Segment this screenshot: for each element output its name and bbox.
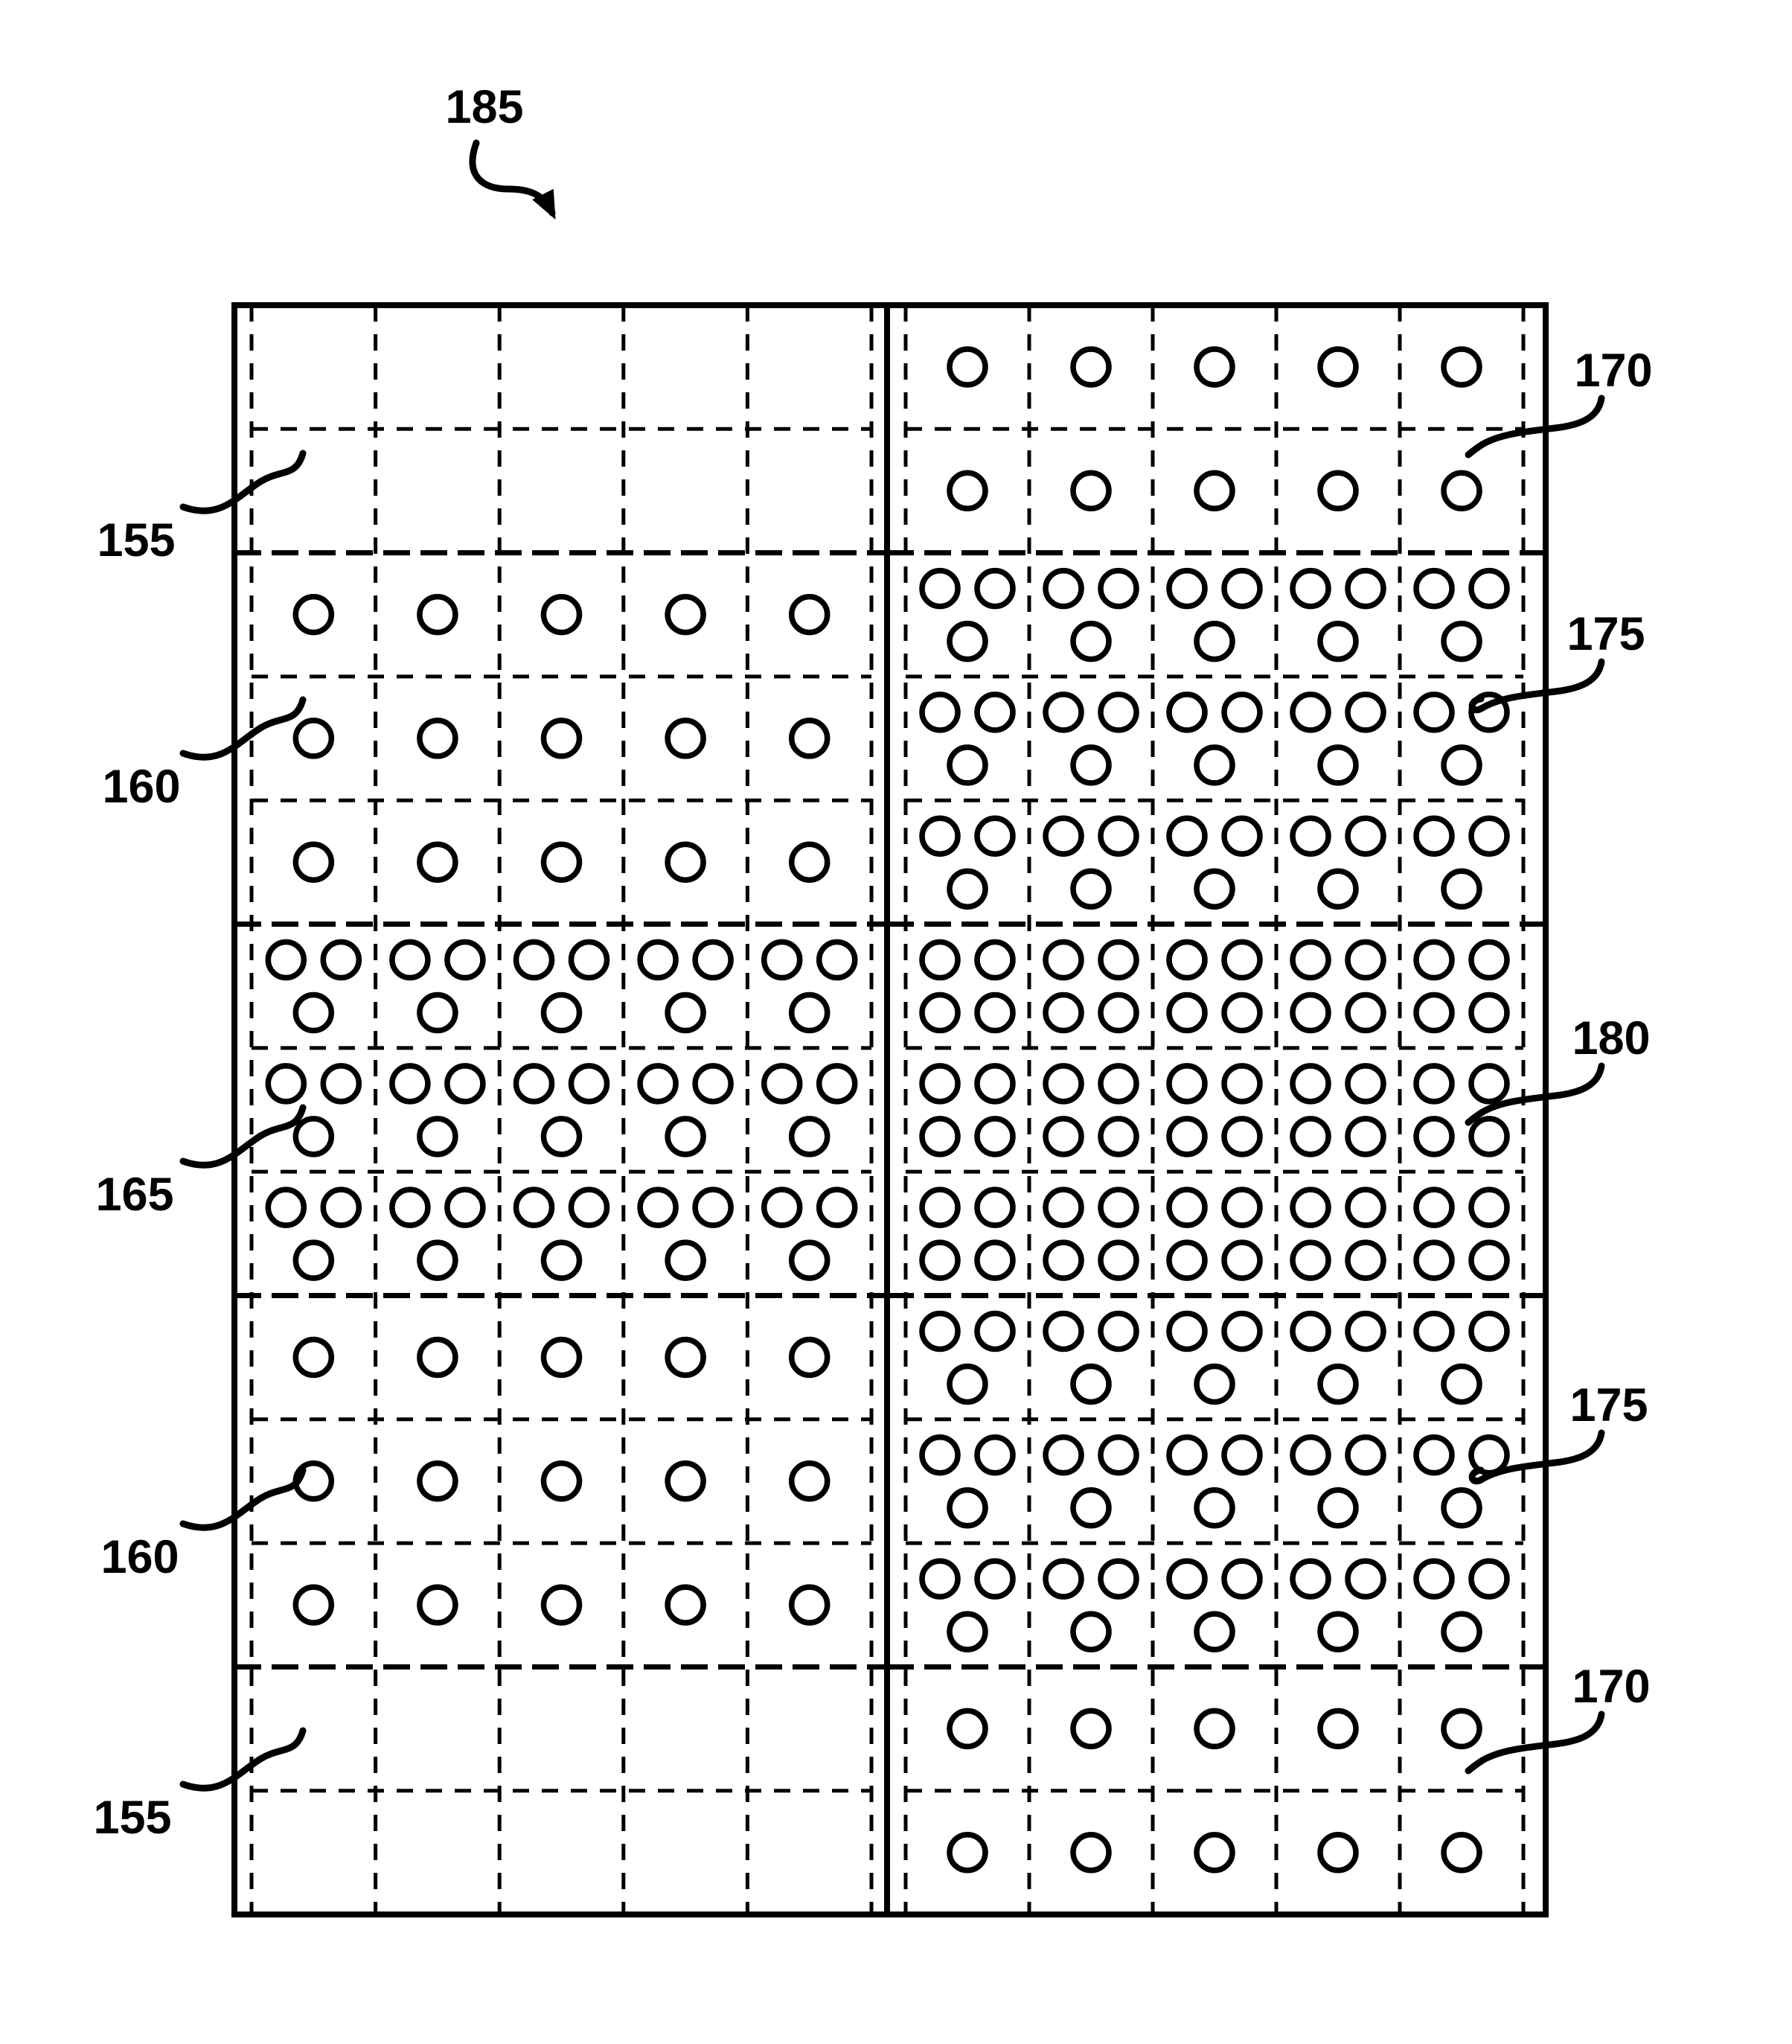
hole-circle: [950, 747, 985, 783]
hole-circle: [977, 1313, 1013, 1349]
hole-circle: [792, 597, 828, 633]
hole-circle: [668, 844, 703, 880]
ref-155-a-label: 155: [97, 514, 176, 567]
hole-circle: [1073, 1366, 1109, 1402]
hole-circle: [1348, 818, 1383, 854]
hole-circle: [1444, 1490, 1479, 1526]
hole-circle: [1046, 1119, 1081, 1154]
ref-170-b-label: 170: [1572, 1661, 1651, 1714]
hole-circle: [922, 1313, 958, 1349]
hole-circle: [695, 942, 731, 978]
grid-layer: [234, 305, 1546, 1914]
hole-circle: [420, 721, 455, 756]
hole-circle: [640, 1189, 676, 1225]
hole-circle: [1320, 1835, 1356, 1871]
hole-circle: [922, 1561, 958, 1597]
hole-circle: [640, 1066, 676, 1102]
hole-circle: [1471, 571, 1507, 607]
hole-circle: [1471, 1242, 1507, 1278]
hole-circle: [1169, 1066, 1205, 1102]
hole-circle: [1348, 995, 1383, 1031]
ref-175-a-leader-line: [1472, 662, 1601, 710]
hole-circle: [950, 349, 985, 385]
hole-circle: [1320, 747, 1356, 783]
ref-170-b-leader-line: [1468, 1714, 1601, 1771]
ref-170-a-leader-line: [1468, 398, 1601, 455]
hole-circle: [1101, 1066, 1136, 1102]
hole-circle: [1320, 1490, 1356, 1526]
hole-circle: [1471, 1313, 1507, 1349]
hole-circle: [764, 942, 800, 978]
hole-circle: [1416, 1119, 1452, 1154]
hole-circle: [544, 1463, 580, 1499]
hole-circle: [1101, 1189, 1136, 1225]
hole-circle: [1046, 942, 1081, 978]
ref-185-leader-line: [473, 143, 552, 213]
hole-circle: [1348, 1119, 1383, 1154]
hole-circle: [1224, 995, 1260, 1031]
hole-circle: [668, 1242, 703, 1278]
hole-circle: [1293, 1066, 1328, 1102]
hole-circle: [950, 1490, 985, 1526]
hole-circle: [1348, 694, 1383, 730]
ref-165-leader-line: [183, 1108, 303, 1165]
hole-circle: [1197, 1366, 1232, 1402]
hole-circle: [1444, 1835, 1479, 1871]
hole-circle: [1471, 1561, 1507, 1597]
hole-circle: [1046, 1242, 1081, 1278]
hole-circle: [1320, 349, 1356, 385]
ref-155-b-label: 155: [93, 1792, 172, 1845]
hole-circle: [268, 942, 304, 978]
hole-circle: [268, 1066, 304, 1102]
hole-circle: [1073, 1711, 1109, 1746]
hole-circle: [516, 942, 552, 978]
hole-circle: [1101, 995, 1136, 1031]
hole-circle: [819, 1189, 855, 1225]
hole-circle: [516, 1189, 552, 1225]
hole-circle: [977, 694, 1013, 730]
ref-155-a-leader-line: [183, 453, 303, 511]
hole-circle: [764, 1189, 800, 1225]
hole-circle: [295, 1242, 331, 1278]
hole-circle: [572, 1066, 607, 1102]
hole-circle: [1293, 1437, 1328, 1473]
hole-circle: [1073, 747, 1109, 783]
hole-circle: [295, 844, 331, 880]
hole-circle: [1224, 1242, 1260, 1278]
hole-circle: [1348, 571, 1383, 607]
hole-circle: [1046, 818, 1081, 854]
hole-circle: [792, 1339, 828, 1375]
hole-circle: [1169, 571, 1205, 607]
hole-circle: [295, 721, 331, 756]
hole-circle: [1169, 1242, 1205, 1278]
hole-circle: [1348, 1189, 1383, 1225]
ref-160-b-label: 160: [100, 1531, 179, 1584]
hole-circle: [1046, 1189, 1081, 1225]
hole-circle: [420, 844, 455, 880]
hole-circle: [977, 1561, 1013, 1597]
hole-circle: [1101, 694, 1136, 730]
hole-circle: [922, 942, 958, 978]
hole-circle: [668, 995, 703, 1031]
hole-circle: [922, 694, 958, 730]
hole-circle: [1416, 1561, 1452, 1597]
hole-circle: [447, 1189, 483, 1225]
hole-circle: [1224, 1313, 1260, 1349]
hole-circle: [1224, 1119, 1260, 1154]
hole-circle: [977, 818, 1013, 854]
hole-circle: [977, 1437, 1013, 1473]
ref-175-b-label: 175: [1569, 1379, 1648, 1432]
hole-circle: [1348, 1313, 1383, 1349]
hole-circle: [1169, 995, 1205, 1031]
hole-circle: [1101, 1313, 1136, 1349]
hole-circle: [1471, 818, 1507, 854]
hole-circle: [695, 1189, 731, 1225]
hole-circle: [668, 721, 703, 756]
hole-circle: [1073, 1490, 1109, 1526]
hole-circle: [572, 1189, 607, 1225]
hole-circle: [1348, 1066, 1383, 1102]
hole-circle: [1169, 1313, 1205, 1349]
hole-circle: [764, 1066, 800, 1102]
hole-circle: [1293, 1189, 1328, 1225]
hole-circle: [668, 597, 703, 633]
hole-circle: [1416, 995, 1452, 1031]
hole-circle: [792, 1463, 828, 1499]
hole-circle: [1471, 1189, 1507, 1225]
hole-circle: [1471, 1066, 1507, 1102]
ref-160-a-leader-line: [183, 700, 303, 757]
hole-circle: [447, 1066, 483, 1102]
hole-circle: [1046, 571, 1081, 607]
hole-circle: [922, 571, 958, 607]
hole-circle: [922, 1189, 958, 1225]
hole-circle: [1293, 942, 1328, 978]
hole-circle: [950, 871, 985, 907]
hole-circle: [544, 1339, 580, 1375]
hole-circle: [1293, 694, 1328, 730]
hole-circle: [1320, 1614, 1356, 1649]
ref-180-label: 180: [1572, 1012, 1651, 1065]
hole-circle: [950, 1835, 985, 1871]
ref-160-b-leader-line: [183, 1470, 303, 1527]
hole-circle: [977, 571, 1013, 607]
hole-circle: [640, 942, 676, 978]
hole-circle: [295, 1587, 331, 1623]
hole-circle: [1197, 871, 1232, 907]
hole-circle: [323, 1189, 359, 1225]
hole-circle: [950, 1614, 985, 1649]
hole-circle: [544, 1242, 580, 1278]
hole-circle: [1169, 818, 1205, 854]
hole-circle: [295, 597, 331, 633]
hole-circle: [1471, 942, 1507, 978]
hole-circle: [922, 818, 958, 854]
hole-circle: [792, 1242, 828, 1278]
hole-circle: [922, 1437, 958, 1473]
hole-circle: [1444, 1711, 1479, 1746]
hole-circle: [1073, 1835, 1109, 1871]
hole-circle: [1444, 624, 1479, 659]
hole-circle: [1348, 1561, 1383, 1597]
hole-circle: [1416, 1242, 1452, 1278]
hole-circle: [1073, 624, 1109, 659]
ref-170-a-label: 170: [1574, 345, 1653, 397]
hole-circle: [1416, 571, 1452, 607]
hole-circle: [695, 1066, 731, 1102]
hole-circle: [668, 1119, 703, 1154]
hole-circle: [1471, 1437, 1507, 1473]
hole-circle: [1416, 1313, 1452, 1349]
hole-circle: [1197, 1711, 1232, 1746]
hole-circle: [792, 1587, 828, 1623]
hole-circle: [1293, 571, 1328, 607]
hole-circle: [420, 995, 455, 1031]
hole-circle: [922, 1242, 958, 1278]
hole-circle: [420, 1339, 455, 1375]
hole-circle: [792, 1119, 828, 1154]
hole-circle: [1348, 942, 1383, 978]
hole-circle: [420, 1242, 455, 1278]
hole-circle: [1224, 1561, 1260, 1597]
ref-155-b-leader-line: [183, 1731, 303, 1788]
hole-circle: [1224, 1066, 1260, 1102]
hole-circle: [1046, 995, 1081, 1031]
ref-185-label: 185: [445, 81, 524, 134]
hole-circle: [1224, 818, 1260, 854]
hole-circle: [1101, 942, 1136, 978]
hole-circle: [1101, 1437, 1136, 1473]
hole-circle: [1444, 1366, 1479, 1402]
hole-circle: [392, 942, 428, 978]
hole-circle: [420, 597, 455, 633]
hole-circle: [1046, 1561, 1081, 1597]
hole-circle: [544, 1587, 580, 1623]
hole-circle: [1320, 473, 1356, 508]
hole-circle: [1197, 624, 1232, 659]
hole-circle: [922, 1119, 958, 1154]
hole-circle: [1197, 1614, 1232, 1649]
hole-circle: [819, 942, 855, 978]
hole-circle: [1320, 1366, 1356, 1402]
hole-circle: [922, 995, 958, 1031]
hole-circle: [1293, 995, 1328, 1031]
hole-circle: [977, 1066, 1013, 1102]
hole-circle: [1169, 942, 1205, 978]
hole-circle: [1224, 571, 1260, 607]
hole-circle: [792, 721, 828, 756]
hole-circle: [1444, 349, 1479, 385]
hole-circle: [1046, 694, 1081, 730]
hole-circle: [922, 1066, 958, 1102]
hole-circle: [420, 1119, 455, 1154]
hole-circle: [392, 1189, 428, 1225]
hole-circle: [420, 1587, 455, 1623]
hole-circle: [1444, 747, 1479, 783]
hole-circle: [950, 473, 985, 508]
hole-circle: [1073, 349, 1109, 385]
hole-circle: [1073, 871, 1109, 907]
hole-circle: [1169, 1561, 1205, 1597]
hole-circle: [977, 1242, 1013, 1278]
hole-circle: [1416, 942, 1452, 978]
hole-circle: [1444, 871, 1479, 907]
hole-circle: [1293, 1561, 1328, 1597]
hole-circle: [1416, 818, 1452, 854]
hole-circle: [447, 942, 483, 978]
hole-circle: [977, 1189, 1013, 1225]
hole-circle: [1073, 473, 1109, 508]
hole-circle: [1444, 473, 1479, 508]
hole-circle: [950, 1366, 985, 1402]
hole-circle: [668, 1463, 703, 1499]
ref-175-a-label: 175: [1567, 608, 1645, 661]
hole-circle: [1348, 1242, 1383, 1278]
hole-circle: [544, 844, 580, 880]
hole-circle: [1197, 1835, 1232, 1871]
ref-160-a-label: 160: [102, 761, 181, 814]
hole-circle: [1101, 818, 1136, 854]
hole-circle: [1197, 1490, 1232, 1526]
hole-circle: [323, 1066, 359, 1102]
hole-circle: [544, 1119, 580, 1154]
hole-circle: [420, 1463, 455, 1499]
hole-circle: [1348, 1437, 1383, 1473]
hole-circle: [1169, 1189, 1205, 1225]
hole-circle: [1197, 473, 1232, 508]
hole-circle: [1224, 694, 1260, 730]
hole-circle: [1224, 1189, 1260, 1225]
hole-circle: [950, 624, 985, 659]
hole-circle: [1169, 694, 1205, 730]
hole-circle: [1197, 349, 1232, 385]
ref-165-label: 165: [95, 1169, 174, 1221]
hole-circle: [1046, 1313, 1081, 1349]
hole-circle: [1101, 1561, 1136, 1597]
hole-circle: [295, 995, 331, 1031]
hole-circle: [516, 1066, 552, 1102]
hole-circle: [950, 1711, 985, 1746]
hole-circle: [295, 1119, 331, 1154]
hole-circle: [1416, 1189, 1452, 1225]
hole-circle: [819, 1066, 855, 1102]
hole-circle: [1224, 1437, 1260, 1473]
hole-circle: [1471, 995, 1507, 1031]
hole-circle: [1471, 1119, 1507, 1154]
hole-circle: [1101, 1119, 1136, 1154]
hole-circle: [668, 1587, 703, 1623]
hole-circle: [1320, 871, 1356, 907]
hole-circle: [977, 942, 1013, 978]
hole-circle: [1416, 1066, 1452, 1102]
hole-circle: [1073, 1614, 1109, 1649]
hole-circle: [1197, 747, 1232, 783]
hole-circle: [572, 942, 607, 978]
hole-circle: [268, 1189, 304, 1225]
hole-circle: [392, 1066, 428, 1102]
hole-circle: [1224, 942, 1260, 978]
hole-circle: [792, 995, 828, 1031]
hole-circle: [544, 597, 580, 633]
hole-circle: [1293, 1242, 1328, 1278]
hole-circle: [323, 942, 359, 978]
hole-circle: [1416, 1437, 1452, 1473]
hole-circle: [977, 995, 1013, 1031]
hole-circle: [1320, 1711, 1356, 1746]
hole-circle: [1046, 1437, 1081, 1473]
hole-circle: [1101, 571, 1136, 607]
hole-circle: [544, 721, 580, 756]
hole-circle: [1169, 1119, 1205, 1154]
hole-circle: [1293, 1119, 1328, 1154]
hole-circle: [977, 1119, 1013, 1154]
hole-circle: [668, 1339, 703, 1375]
hole-circle: [1444, 1614, 1479, 1649]
hole-circle: [295, 1339, 331, 1375]
hole-circle: [1293, 1313, 1328, 1349]
hole-circle: [1416, 694, 1452, 730]
hole-circle: [1101, 1242, 1136, 1278]
hole-circle: [1320, 624, 1356, 659]
hole-circle: [1293, 818, 1328, 854]
hole-circle: [1169, 1437, 1205, 1473]
hole-circle: [1046, 1066, 1081, 1102]
hole-circle: [544, 995, 580, 1031]
hole-circle: [792, 844, 828, 880]
